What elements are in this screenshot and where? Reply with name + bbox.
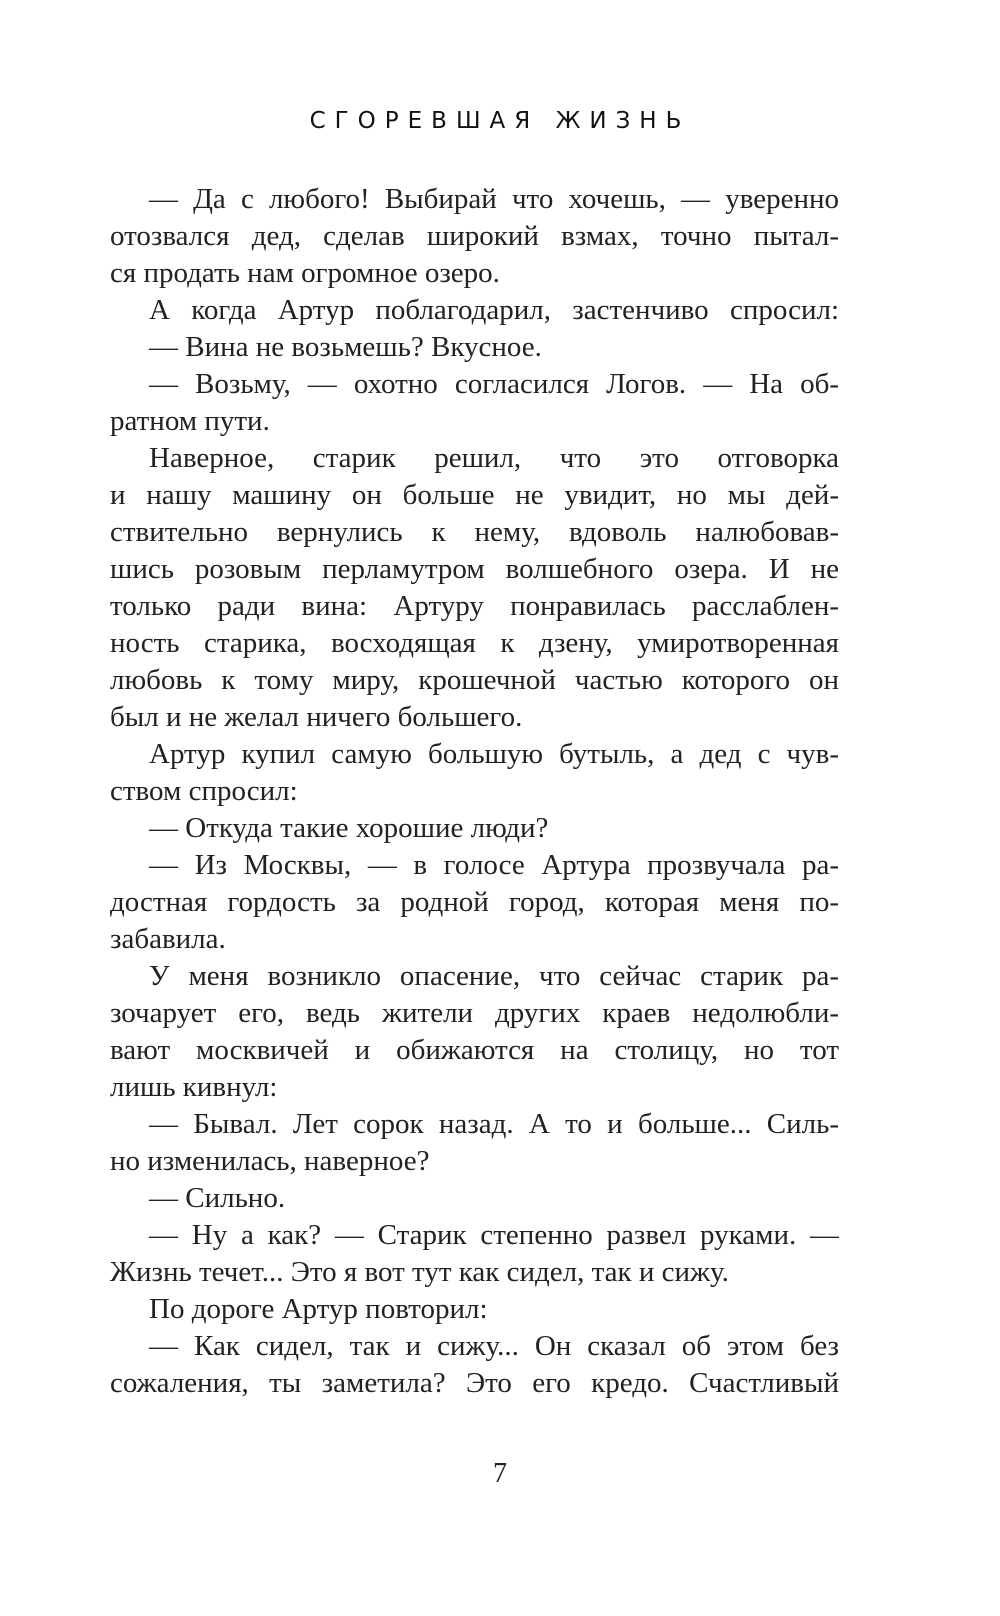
text-line: — Вина не возьмешь? Вкусное. [149, 331, 542, 363]
text-line: У меня возникло опасение, что сейчас старик ра- [149, 960, 839, 992]
text-line: и нашу машину он больше не увидит, но мы дей- [110, 479, 839, 511]
text-line: — Да с любого! Выбирай что хочешь, — уверенно [149, 183, 839, 215]
text-line: По дороге Артур повторил: [149, 1293, 488, 1325]
running-title: СГОРЕВШАЯ ЖИЗНЬ [309, 108, 691, 134]
text-line: любовь к тому миру, крошечной частью которого он [110, 664, 839, 696]
text-line: — Из Москвы, — в голосе Артура прозвучала ра- [149, 849, 839, 881]
text-line: — Сильно. [149, 1182, 286, 1214]
text-line: отозвался дед, сделав широкий взмах, точно пытал- [110, 220, 839, 252]
text-line: лишь кивнул: [110, 1071, 278, 1103]
text-line: забавила. [110, 923, 226, 955]
text-line: Жизнь течет... Это я вот тут как сидел, так и сижу. [110, 1256, 729, 1288]
text-line: ся продать нам огромное озеро. [110, 257, 500, 289]
text-line: только ради вина: Артуру понравилась расслаблен- [110, 590, 839, 622]
text-line: шись розовым перламутром волшебного озера. И не [110, 553, 839, 585]
text-line: достная гордость за родной город, которая меня по- [110, 886, 839, 918]
text-line: А когда Артур поблагодарил, застенчиво спросил: [149, 294, 839, 326]
text-line: — Откуда такие хорошие люди? [149, 812, 549, 844]
text-line: — Возьму, — охотно согласился Логов. — На об- [149, 368, 839, 400]
text-line: ствительно вернулись к нему, вдоволь налюбовав- [110, 516, 839, 548]
text-line: — Бывал. Лет сорок назад. А то и больше... Силь- [149, 1108, 839, 1140]
text-line: ность старика, восходящая к дзену, умиротворенная [110, 627, 839, 659]
text-line: вают москвичей и обижаются на столицу, но тот [110, 1034, 839, 1066]
text-line: Артур купил самую большую бутыль, а дед с чув- [149, 738, 839, 770]
text-line: — Как сидел, так и сижу... Он сказал об этом без [149, 1330, 839, 1362]
page-number: 7 [493, 1458, 507, 1489]
text-line: был и не желал ничего большего. [110, 701, 523, 733]
text-line: ством спросил: [110, 775, 298, 807]
text-line: зочарует его, ведь жители других краев недолюбли- [110, 997, 839, 1029]
text-line: Наверное, старик решил, что это отговорка [149, 442, 839, 474]
body-text [110, 181, 839, 1402]
text-line: сожаления, ты заметила? Это его кредо. Счастливый [110, 1367, 839, 1399]
text-line: но изменилась, наверное? [110, 1145, 430, 1177]
text-line: ратном пути. [110, 405, 270, 437]
text-line: — Ну а как? — Старик степенно развел руками. — [149, 1219, 839, 1251]
